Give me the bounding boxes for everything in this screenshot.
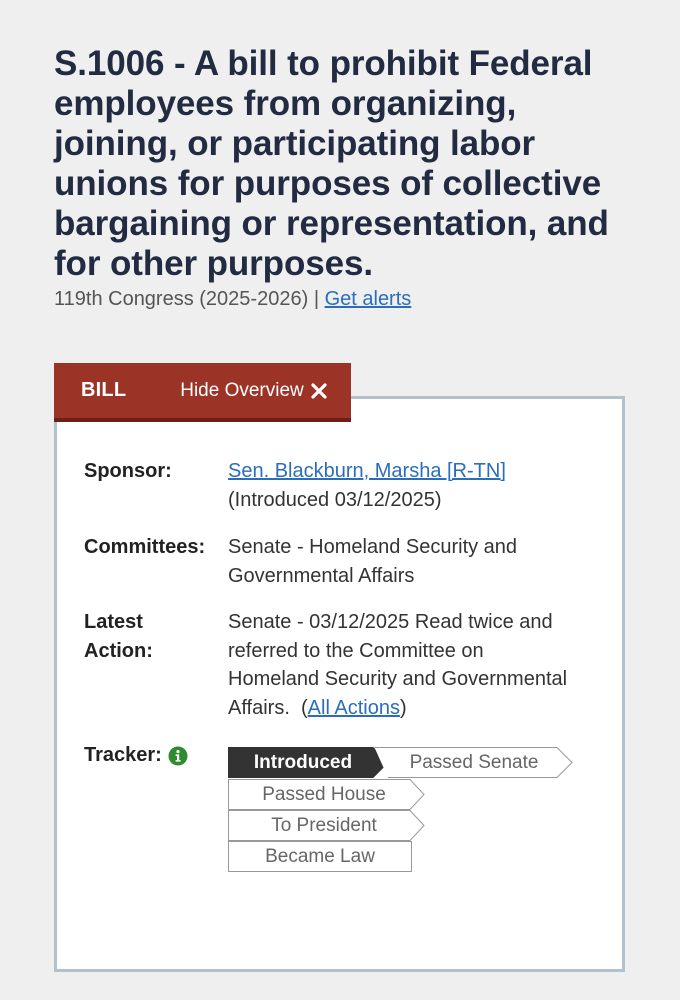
- close-icon: [310, 382, 328, 400]
- tab-bill[interactable]: BILL: [81, 379, 127, 401]
- all-actions-open: (: [301, 696, 308, 719]
- committees-label: Committees:: [84, 536, 206, 558]
- info-icon[interactable]: [168, 746, 188, 766]
- congress-line: [54, 288, 411, 311]
- tracker-step-passed-house: [228, 779, 426, 810]
- all-actions-close: ): [399, 696, 407, 719]
- bill-title: S.1006 - A bill to prohibit Federal employees from organizing, joining, or participating labor unions for purposes of collective bargaining or representation, and for other purposes.: [54, 44, 609, 283]
- step-label: Became Law: [265, 845, 375, 867]
- separator: |: [313, 288, 320, 310]
- congress-session: 119th Congress (2025-2026): [54, 288, 309, 310]
- latest-action-value: [228, 608, 573, 722]
- introduced-date: (Introduced 03/12/2025): [228, 488, 442, 511]
- committees-value: Senate - Homeland Security and Governmental Affairs: [228, 536, 518, 587]
- latest-action-label: [84, 608, 224, 665]
- latest-label-line1: Latest: [84, 611, 143, 633]
- tracker-label: Tracker:: [84, 744, 162, 766]
- sponsor-value: [228, 457, 568, 514]
- step-label: Introduced: [253, 751, 353, 773]
- tracker-step-became-law: [228, 841, 412, 872]
- tracker-label-wrap: [84, 744, 188, 767]
- sponsor-label: Sponsor:: [84, 460, 172, 482]
- hide-overview-button[interactable]: [180, 380, 328, 402]
- latest-label-line2: Action:: [84, 639, 153, 662]
- all-actions-link[interactable]: All Actions: [307, 696, 400, 719]
- tracker-step-passed-senate: [374, 747, 574, 778]
- step-label: Passed Senate: [409, 751, 539, 773]
- hide-overview-label: Hide Overview: [180, 379, 304, 401]
- get-alerts-link[interactable]: Get alerts: [324, 288, 412, 310]
- tracker-step-introduced: [228, 747, 390, 778]
- overview-tabbar: [54, 363, 351, 422]
- step-label: To President: [271, 814, 377, 836]
- sponsor-link[interactable]: Sen. Blackburn, Marsha [R-TN]: [228, 460, 506, 482]
- tracker-step-to-president: [228, 810, 426, 841]
- step-label: Passed House: [262, 783, 386, 805]
- latest-action-text: Senate - 03/12/2025 Read twice and referred to the Committee on Homeland Security and Governmental Affairs.: [228, 611, 568, 719]
